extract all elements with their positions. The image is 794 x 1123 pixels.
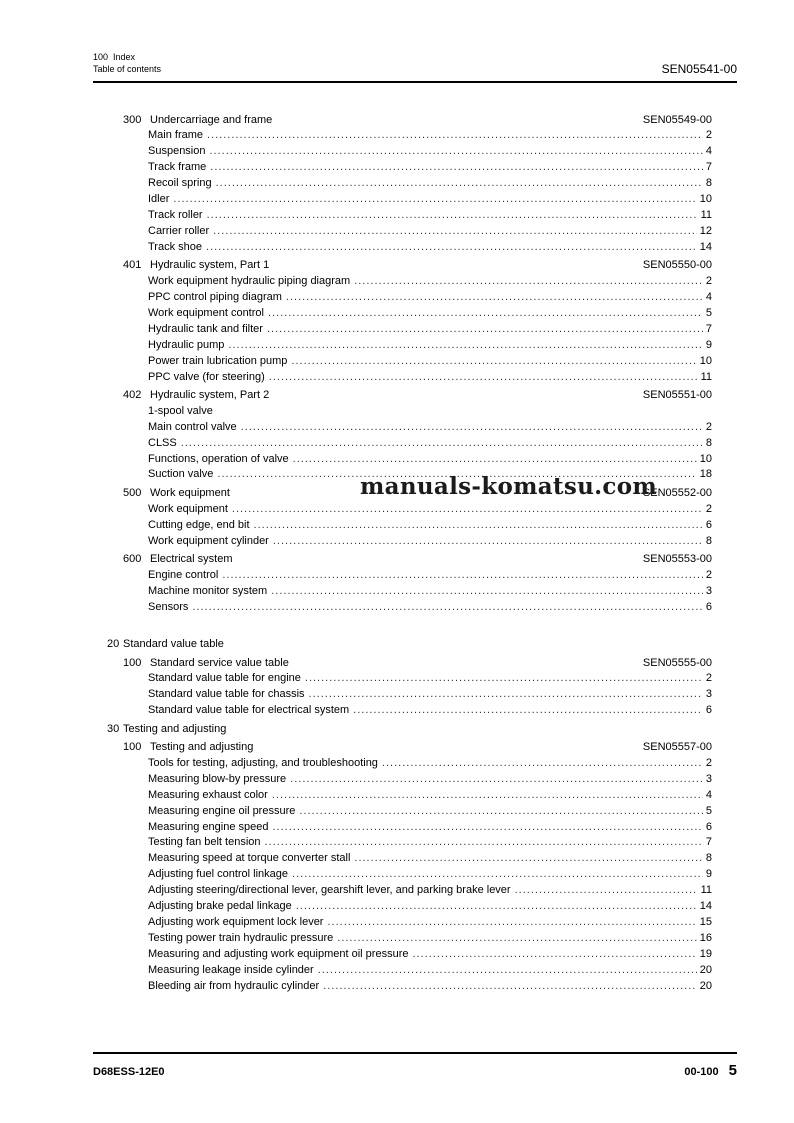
toc-group-heading — [107, 258, 712, 274]
toc-item-row — [107, 883, 712, 899]
toc-item-page: 2 — [705, 568, 712, 581]
toc-item-row — [107, 867, 712, 883]
toc-item-page: 8 — [705, 436, 712, 449]
toc-dot-leader — [192, 600, 703, 616]
header-left-block — [93, 52, 161, 75]
toc-item-title: Measuring and adjusting work equipment oil pressure — [148, 947, 409, 960]
toc-item-title: Recoil spring — [148, 177, 212, 190]
header-doc-number: 100 Index — [93, 52, 136, 62]
toc-item-page: 7 — [705, 836, 712, 849]
toc-dot-leader — [232, 502, 703, 518]
toc-item-title: PPC valve (for steering) — [148, 370, 265, 383]
toc-item-page: 15 — [699, 916, 712, 928]
toc-item-title: Adjusting fuel control linkage — [148, 868, 289, 881]
toc-item-title: Work equipment cylinder — [148, 534, 269, 547]
toc-item-page: 3 — [705, 584, 712, 597]
toc-item-title: PPC control piping diagram — [148, 290, 282, 303]
toc-item-page: 2 — [705, 275, 712, 288]
toc-dot-leader — [318, 963, 697, 979]
toc-section-number: 20 — [107, 638, 120, 651]
toc-item-title: Measuring leakage inside cylinder — [148, 963, 314, 976]
toc-dot-leader — [290, 772, 703, 788]
toc-item-page: 8 — [705, 852, 712, 865]
toc-item-title: Adjusting brake pedal linkage — [148, 900, 292, 913]
toc-item-title: Measuring engine oil pressure — [148, 804, 296, 817]
toc-item-page: 11 — [700, 370, 712, 383]
toc-item-row — [107, 354, 712, 370]
toc-dot-leader — [353, 703, 703, 719]
toc-item-title: Standard value table for electrical system — [148, 704, 350, 717]
toc-item-page: 8 — [705, 177, 712, 190]
toc-item-row — [107, 502, 712, 518]
toc-item-title: Hydraulic pump — [148, 338, 225, 351]
toc-item-title: Measuring speed at torque converter stall — [148, 852, 351, 865]
toc-dot-leader — [305, 671, 703, 687]
toc-item-row — [107, 915, 712, 931]
toc-item-page: 3 — [705, 688, 712, 701]
toc-item-title: Suspension — [148, 145, 206, 158]
toc-item-row — [107, 820, 712, 836]
toc-item-page: 6 — [705, 518, 712, 531]
toc-item-page: 20 — [699, 979, 712, 992]
toc-dot-leader — [254, 518, 703, 534]
toc-item-page: 5 — [705, 306, 712, 319]
toc-item-title: Adjusting work equipment lock lever — [148, 916, 324, 928]
toc-item-row — [107, 584, 712, 600]
toc-item-page: 7 — [705, 161, 712, 174]
footer-model-code: D68ESS-12E0 — [93, 1066, 165, 1078]
toc-group-code: SEN05555-00 — [642, 656, 712, 669]
toc-item-title: Work equipment hydraulic piping diagram — [148, 275, 351, 288]
header-code: SEN05541-00 — [661, 62, 737, 76]
toc-item-row — [107, 404, 712, 420]
toc-item-row — [107, 224, 712, 240]
toc-item-row — [107, 436, 712, 452]
toc-item-page: 12 — [699, 224, 712, 237]
toc-item-page: 8 — [705, 534, 712, 547]
toc-item-page: 4 — [705, 290, 712, 303]
toc — [107, 110, 712, 995]
toc-dot-leader — [181, 436, 703, 452]
toc-group-number: 100 — [123, 656, 142, 669]
toc-item-title: Hydraulic tank and filter — [148, 322, 263, 335]
toc-dot-leader — [309, 687, 703, 703]
toc-dot-leader — [268, 306, 703, 322]
toc-dot-leader — [291, 354, 696, 370]
toc-dot-leader — [292, 867, 703, 883]
toc-item-row — [107, 835, 712, 851]
toc-item-row — [107, 756, 712, 772]
toc-item-row — [107, 788, 712, 804]
toc-item-row — [107, 703, 712, 719]
toc-item-row — [107, 772, 712, 788]
toc-item-title: Measuring exhaust color — [148, 788, 268, 801]
toc-section-heading — [107, 722, 712, 738]
toc-dot-leader — [272, 820, 702, 836]
toc-dot-leader — [327, 915, 696, 931]
toc-group-title: Electrical system — [150, 552, 233, 565]
footer-page-block — [684, 1062, 737, 1079]
toc-group-number: 401 — [123, 259, 142, 272]
toc-item-row — [107, 240, 712, 256]
page-header — [93, 52, 737, 75]
toc-item-page: 14 — [699, 240, 712, 253]
toc-item-row — [107, 979, 712, 995]
toc-dot-leader — [213, 224, 697, 240]
toc-item-title: Testing power train hydraulic pressure — [148, 931, 334, 944]
toc-item-title: Power train lubrication pump — [148, 354, 288, 367]
toc-dot-leader — [271, 584, 703, 600]
toc-item-page: 11 — [700, 884, 712, 897]
toc-item-page: 10 — [699, 193, 712, 206]
watermark: manuals-komatsu.com — [360, 473, 658, 500]
toc-section-title: Testing and adjusting — [123, 722, 227, 735]
toc-section-title: Standard value table — [123, 638, 224, 651]
toc-group-heading — [107, 388, 712, 404]
header-rule — [93, 81, 737, 83]
toc-spacer — [107, 616, 712, 635]
toc-group-code: SEN05553-00 — [642, 552, 712, 565]
toc-item-title: Adjusting steering/directional lever, gearshift lever, and parking brake lever — [148, 884, 511, 897]
toc-item-row — [107, 452, 712, 468]
toc-dot-leader — [515, 883, 698, 899]
toc-item-title: Cutting edge, end bit — [148, 518, 250, 531]
toc-item-title: Idler — [148, 193, 170, 206]
toc-group-code: SEN05550-00 — [642, 259, 712, 272]
toc-dot-leader — [173, 192, 696, 208]
toc-dot-leader — [267, 322, 703, 338]
toc-group-title: Testing and adjusting — [150, 741, 254, 754]
toc-item-title: Standard value table for chassis — [148, 688, 305, 701]
toc-item-title: Engine control — [148, 568, 219, 581]
toc-item-row — [107, 899, 712, 915]
toc-dot-leader — [210, 160, 703, 176]
toc-item-row — [107, 160, 712, 176]
toc-item-page: 7 — [705, 322, 712, 335]
toc-item-title: Bleeding air from hydraulic cylinder — [148, 979, 320, 992]
toc-item-title: Functions, operation of valve — [148, 452, 289, 465]
toc-item-page: 4 — [705, 788, 712, 801]
toc-item-row — [107, 208, 712, 224]
toc-item-title: Tools for testing, adjusting, and troubleshooting — [148, 756, 378, 769]
toc-dot-leader — [216, 176, 703, 192]
toc-group-number: 600 — [123, 552, 142, 565]
toc-group-code: SEN05549-00 — [642, 113, 712, 126]
toc-item-title: Work equipment control — [148, 306, 264, 319]
toc-item-title: Work equipment — [148, 502, 228, 515]
toc-group-title: Hydraulic system, Part 1 — [150, 259, 270, 272]
toc-item-page: 11 — [700, 208, 712, 221]
toc-item-page: 2 — [705, 756, 712, 769]
toc-item-page: 14 — [699, 900, 712, 913]
toc-group-title: Work equipment — [150, 486, 230, 499]
toc-item-title: CLSS — [148, 436, 177, 449]
toc-dot-leader — [299, 804, 703, 820]
toc-item-title: Track roller — [148, 208, 203, 221]
toc-item-title: Machine monitor system — [148, 584, 268, 597]
toc-item-row — [107, 290, 712, 306]
footer-page-number: 5 — [728, 1062, 737, 1079]
toc-item-page: 2 — [705, 420, 712, 433]
toc-group-title: Hydraulic system, Part 2 — [150, 388, 270, 401]
toc-item-title: Measuring blow-by pressure — [148, 772, 287, 785]
toc-item-page: 9 — [705, 338, 712, 351]
toc-item-row — [107, 128, 712, 144]
toc-item-row — [107, 687, 712, 703]
toc-item-title: Track frame — [148, 161, 207, 174]
toc-group-heading — [107, 552, 712, 568]
toc-dot-leader — [323, 979, 697, 995]
toc-item-row — [107, 370, 712, 386]
toc-dot-leader — [241, 420, 703, 436]
toc-item-page: 10 — [699, 452, 712, 465]
footer-page-ref: 00-100 — [684, 1066, 719, 1078]
toc-item-page: 6 — [705, 704, 712, 717]
toc-item-page: 18 — [699, 468, 712, 481]
toc-group-title: Standard service value table — [150, 656, 289, 669]
toc-group-code: SEN05552-00 — [642, 486, 712, 499]
toc-item-page: 16 — [699, 931, 712, 944]
toc-dot-leader — [228, 338, 702, 354]
toc-item-page: 2 — [705, 672, 712, 685]
toc-item-page: 6 — [705, 600, 712, 613]
toc-item-row — [107, 420, 712, 436]
footer-rule — [93, 1052, 737, 1054]
toc-item-page: 4 — [705, 145, 712, 158]
toc-dot-leader — [207, 128, 703, 144]
toc-item-row — [107, 192, 712, 208]
toc-dot-leader — [412, 947, 696, 963]
toc-dot-leader — [210, 144, 703, 160]
toc-item-row — [107, 338, 712, 354]
toc-item-row — [107, 851, 712, 867]
toc-item-row — [107, 947, 712, 963]
toc-item-row — [107, 274, 712, 290]
toc-item-title: Standard value table for engine — [148, 672, 301, 685]
toc-group-number: 300 — [123, 113, 142, 126]
toc-dot-leader — [382, 756, 703, 772]
toc-item-page: 2 — [705, 502, 712, 515]
toc-item-title: Testing fan belt tension — [148, 836, 261, 849]
toc-item-title: Main control valve — [148, 420, 237, 433]
toc-group-heading — [107, 656, 712, 672]
toc-item-page: 5 — [705, 804, 712, 817]
toc-item-row — [107, 306, 712, 322]
toc-item-title: Measuring engine speed — [148, 820, 269, 833]
toc-dot-leader — [265, 835, 703, 851]
toc-group-title: Undercarriage and frame — [150, 113, 273, 126]
toc-item-row — [107, 804, 712, 820]
toc-group-number: 500 — [123, 486, 142, 499]
toc-section-heading — [107, 637, 712, 653]
toc-item-title: Carrier roller — [148, 224, 210, 237]
toc-item-row — [107, 568, 712, 584]
toc-item-title: 1-spool valve — [148, 404, 213, 417]
toc-group-number: 100 — [123, 741, 142, 754]
toc-dot-leader — [272, 788, 703, 804]
toc-item-page: 2 — [705, 129, 712, 142]
toc-group-code: SEN05551-00 — [642, 388, 712, 401]
toc-dot-leader — [354, 274, 703, 290]
toc-group-heading — [107, 740, 712, 756]
toc-dot-leader — [293, 452, 697, 468]
toc-dot-leader — [269, 370, 698, 386]
toc-item-page: 20 — [699, 963, 712, 976]
toc-item-row — [107, 322, 712, 338]
toc-dot-leader — [354, 851, 702, 867]
toc-dot-leader — [206, 240, 697, 256]
toc-item-row — [107, 963, 712, 979]
toc-section-number: 30 — [107, 722, 120, 735]
toc-item-page: 3 — [705, 772, 712, 785]
toc-item-row — [107, 518, 712, 534]
toc-dot-leader — [273, 534, 703, 550]
toc-dot-leader — [337, 931, 696, 947]
toc-item-title: Track shoe — [148, 240, 203, 253]
toc-item-page: 10 — [699, 354, 712, 367]
toc-item-page: 9 — [705, 868, 712, 881]
toc-dot-leader — [222, 568, 703, 584]
header-doc-section: Table of contents — [93, 63, 162, 74]
toc-item-row — [107, 600, 712, 616]
toc-dot-leader — [296, 899, 697, 915]
toc-item-page: 6 — [705, 820, 712, 833]
toc-item-title: Suction valve — [148, 468, 214, 481]
toc-item-row — [107, 176, 712, 192]
toc-group-code: SEN05557-00 — [642, 741, 712, 754]
toc-dot-leader — [207, 208, 698, 224]
toc-item-title: Main frame — [148, 129, 204, 142]
toc-item-page: 19 — [699, 947, 712, 960]
toc-dot-leader — [286, 290, 703, 306]
toc-item-title: Sensors — [148, 600, 189, 613]
toc-item-row — [107, 931, 712, 947]
toc-item-row — [107, 534, 712, 550]
toc-item-row — [107, 144, 712, 160]
page-footer — [93, 1062, 737, 1079]
toc-group-heading — [107, 113, 712, 129]
toc-item-row — [107, 671, 712, 687]
toc-group-number: 402 — [123, 388, 142, 401]
